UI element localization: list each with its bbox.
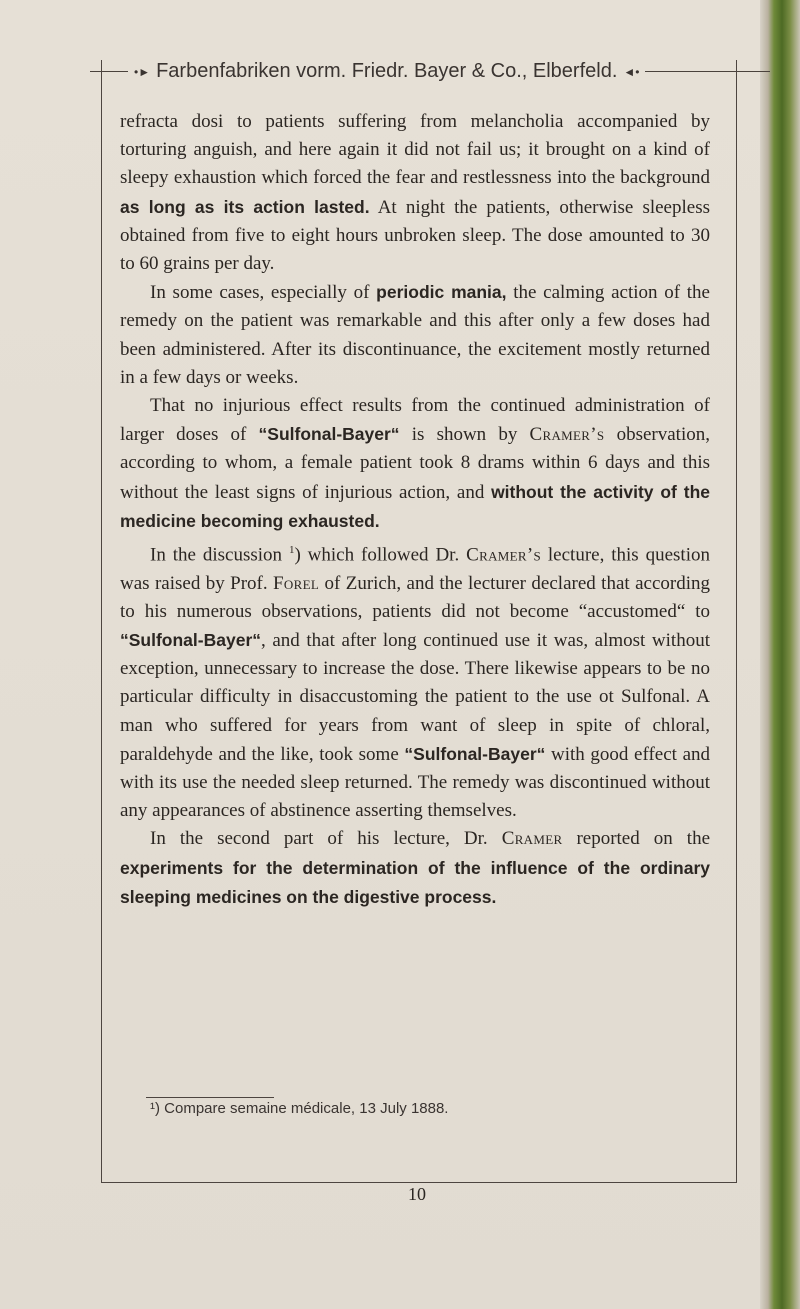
text-run: In the second part of his lecture, Dr.: [150, 828, 502, 850]
emphasis-text: as long as its action lasted.: [120, 196, 370, 217]
emphasis-text: experiments for the determination of the influence of the ordinary sleeping medicines on the digestive process.: [120, 857, 710, 907]
footnote-rule: [146, 1097, 274, 1098]
author-name: Cramer’s: [529, 424, 605, 446]
author-name: Forel: [273, 572, 320, 594]
emphasis-text: periodic mania,: [376, 282, 507, 303]
paragraph: [120, 108, 710, 278]
ornament-left-icon: •►: [134, 64, 151, 79]
text-run: the calming action of the remedy on the patient was remarkable and this after only a few doses had been administered. After its discontinuance, the excitement mostly returned in a few days or weeks.: [120, 282, 710, 388]
author-name: Cramer: [501, 828, 563, 850]
text-run: with good effect and with its use the needed sleep returned. The remedy was discontinued without any appearances of abstinence asserting themselves.: [120, 743, 711, 822]
frame-left-line: [101, 60, 102, 1182]
paragraph: [120, 278, 710, 392]
text-run: refracta dosi to patients suffering from melancholia accompanied by torturing anguish, and here again it did not fail us; it brought on a kind of sleepy exhaustion which forced the fear and restlessness into the background: [120, 111, 710, 189]
text-run: reported on the: [562, 828, 711, 850]
page-number: 10: [408, 1184, 426, 1204]
text-run: At night the patients, otherwise sleepless obtained from five to eight hours unbroken sleep. The dose amounted to 30 to 60 grains per day.: [120, 196, 710, 275]
header-rule-right: [645, 71, 770, 72]
paragraph: [120, 536, 710, 825]
frame-right-line: [736, 60, 737, 1182]
footnote: ¹) Compare semaine médicale, 13 July 1888.: [150, 1100, 449, 1117]
emphasis-text: “Sulfonal-Bayer“: [404, 743, 546, 764]
emphasis-text: “Sulfonal-Bayer“: [120, 629, 261, 650]
header-rule-left: [90, 71, 128, 72]
emphasis-text: “Sulfonal-Bayer“: [258, 424, 400, 445]
paragraph: [120, 825, 710, 912]
text-run: of Zurich, and the lecturer declared that according to his numerous observations, patients did not become “accustomed“ to: [120, 572, 710, 622]
body-text: [120, 108, 710, 912]
header-title: Farbenfabriken vorm. Friedr. Bayer & Co., Elberfeld.: [156, 60, 618, 82]
text-run: That no injurious effect results from the continued administration of larger doses of: [120, 395, 710, 446]
text-run: , and that after long continued use it was, almost without exception, unnecessary to increase the dose. There likewise appears to be no particular difficulty in disaccustoming the patient to the use ot Sulfonal. A man who suffered for years from want of sleep in spite of chloral, paraldehyde and the like, took some: [120, 629, 710, 765]
running-header: [90, 60, 770, 83]
book-spine-edge: [760, 0, 800, 1309]
emphasis-text: without the activity of the medicine becoming exhausted.: [120, 481, 710, 531]
text-run: ) which followed Dr.: [294, 544, 467, 566]
text-run: is shown by: [399, 424, 530, 446]
text-run: In some cases, especially of: [150, 282, 377, 304]
text-run: In the discussion: [150, 544, 289, 566]
paragraph: [120, 392, 710, 536]
text-run: observation, according to whom, a female patient took 8 drams within 6 days and this without the least signs of injurious action, and: [120, 424, 710, 503]
frame-bottom-line: [101, 1182, 737, 1183]
footnote-ref: 1: [288, 544, 295, 557]
author-name: Cramer’s: [466, 544, 541, 566]
ornament-right-icon: ◄•: [623, 64, 640, 79]
text-run: lecture, this question was raised by Prof.: [120, 544, 710, 594]
